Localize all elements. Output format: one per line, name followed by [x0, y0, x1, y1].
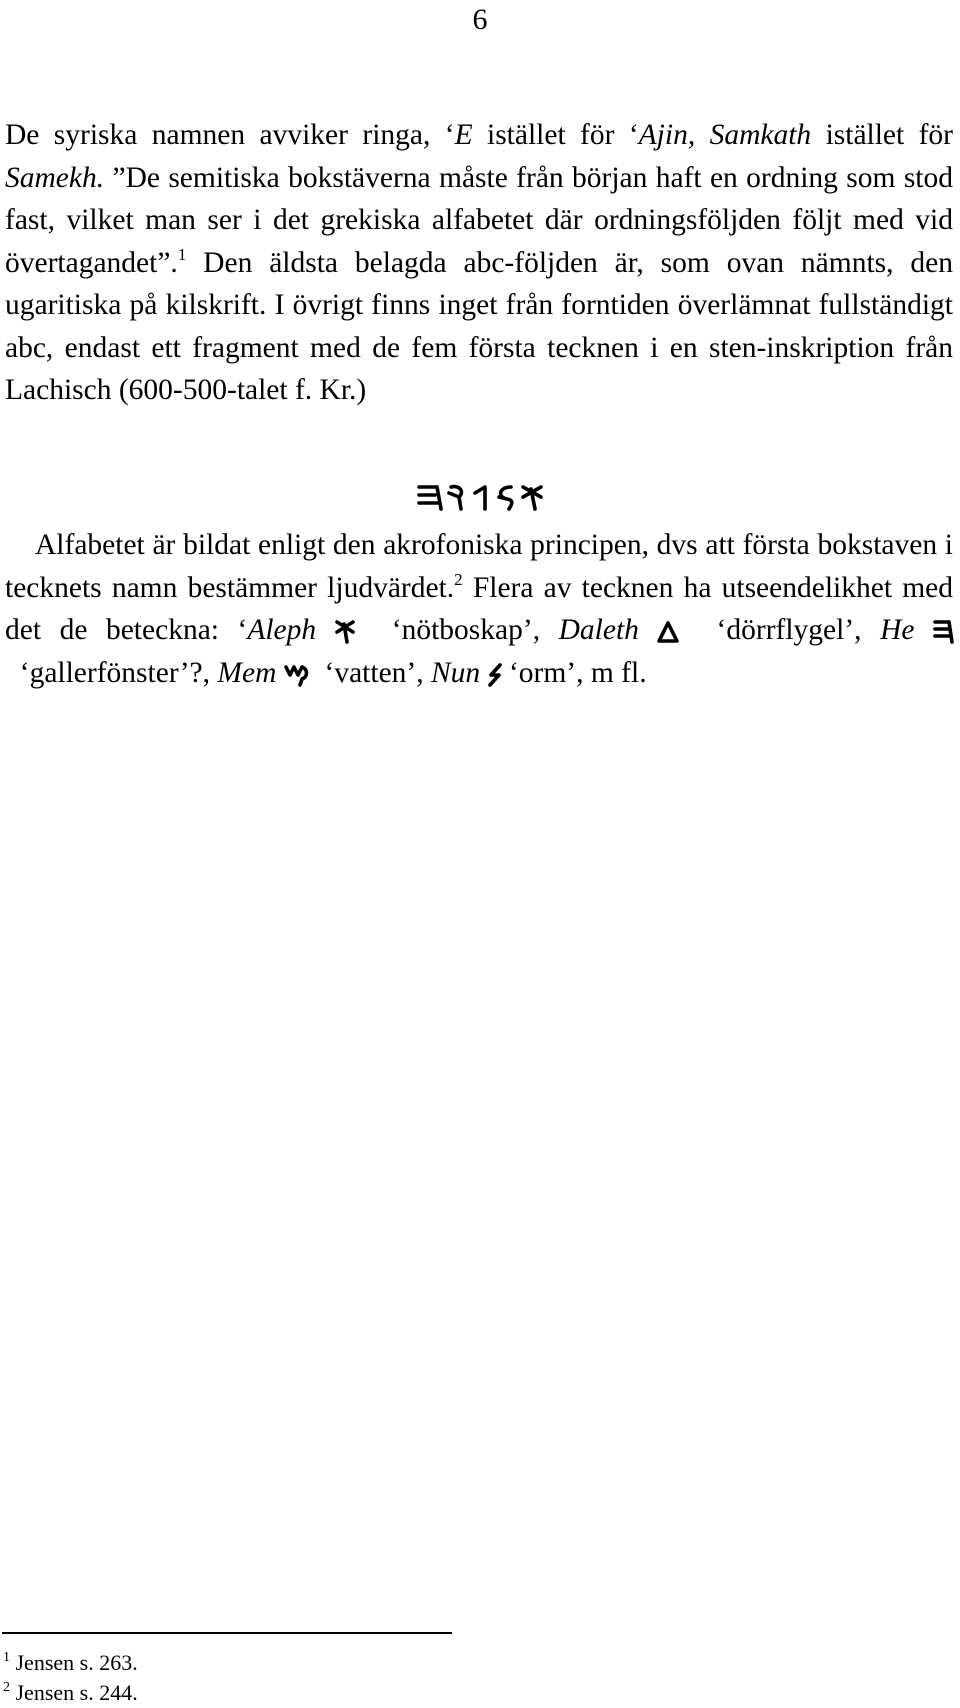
- text-run: ‘dörrflygel’,: [716, 614, 881, 646]
- text-run: ”De semitiska bokstäverna måste från början haft en ordning som stod fast, vilket man ser i det grekiska alfabetet där ordningsföljden följt med vid övertagandet”.: [5, 161, 953, 279]
- he-glyph-icon: [933, 620, 953, 644]
- daleth-glyph-icon: [657, 621, 679, 643]
- text-run: De syriska namnen avviker ringa, ‘: [5, 119, 455, 151]
- footnote-text: Jensen s. 244.: [15, 1680, 138, 1705]
- letter-name-daleth: Daleth: [558, 614, 639, 646]
- nun-glyph-icon: [488, 663, 502, 687]
- lachish-alphabet-fragment: [0, 483, 960, 511]
- text-run: ‘vatten’,: [324, 656, 431, 689]
- page-number: 6: [472, 3, 488, 36]
- daleth-glyph-icon: [449, 487, 461, 509]
- text-run: istället för ‘: [472, 119, 639, 151]
- footnote-2: [3, 1678, 603, 1708]
- footnote-ref-2[interactable]: 2: [454, 569, 463, 589]
- footnote-ref-1[interactable]: 1: [177, 244, 187, 264]
- beth-glyph-icon: [499, 487, 512, 509]
- gimel-glyph-icon: [475, 487, 485, 509]
- text-run-italic: E: [454, 119, 473, 151]
- letter-name-aleph: Aleph: [247, 614, 317, 646]
- letter-name-nun: Nun: [431, 656, 481, 689]
- mem-glyph-icon: [284, 663, 310, 687]
- aleph-glyph-icon: [335, 620, 355, 644]
- text-run: istället för: [811, 119, 954, 151]
- text-run: ‘nötboskap’,: [391, 614, 559, 646]
- aleph-glyph-icon: [523, 487, 541, 509]
- he-glyph-icon: [419, 487, 441, 509]
- footnote-marker: 1: [3, 1650, 10, 1665]
- text-run: ‘orm’, m fl.: [508, 656, 647, 689]
- paragraph-1: [5, 114, 953, 412]
- text-run: ‘gallerfönster’?,: [19, 656, 218, 689]
- text-run: Den äldsta belagda abc-följden är, som ovan nämnts, den ugaritiska på kilskrift. I övrigt finns inget från forntiden överlämnat fullständigt abc, endast ett fragment med de fem första tecknen i en sten-inskription från Lachisch (600-500-talet f. Kr.): [5, 246, 953, 406]
- footnote-separator: [2, 1632, 452, 1634]
- paragraph-2: [5, 524, 953, 694]
- text-run: Flera av tecknen ha utseendelikhet med det de beteckna: ‘: [5, 571, 953, 646]
- text-run-italic: Samekh.: [5, 161, 105, 194]
- letter-name-he: He: [880, 614, 915, 646]
- footnote-text: Jensen s. 263.: [15, 1650, 138, 1675]
- footnote-1: [3, 1648, 603, 1678]
- footnotes: [3, 1648, 603, 1708]
- footnote-marker: 2: [3, 1680, 10, 1695]
- text-run: Alfabetet är bildat enligt den akrofoniska principen, dvs att första bokstaven i tecknets namn bestämmer ljudvärdet.: [5, 529, 953, 604]
- letter-name-mem: Mem: [217, 656, 277, 689]
- text-run-italic: Ajin, Samkath: [638, 119, 812, 151]
